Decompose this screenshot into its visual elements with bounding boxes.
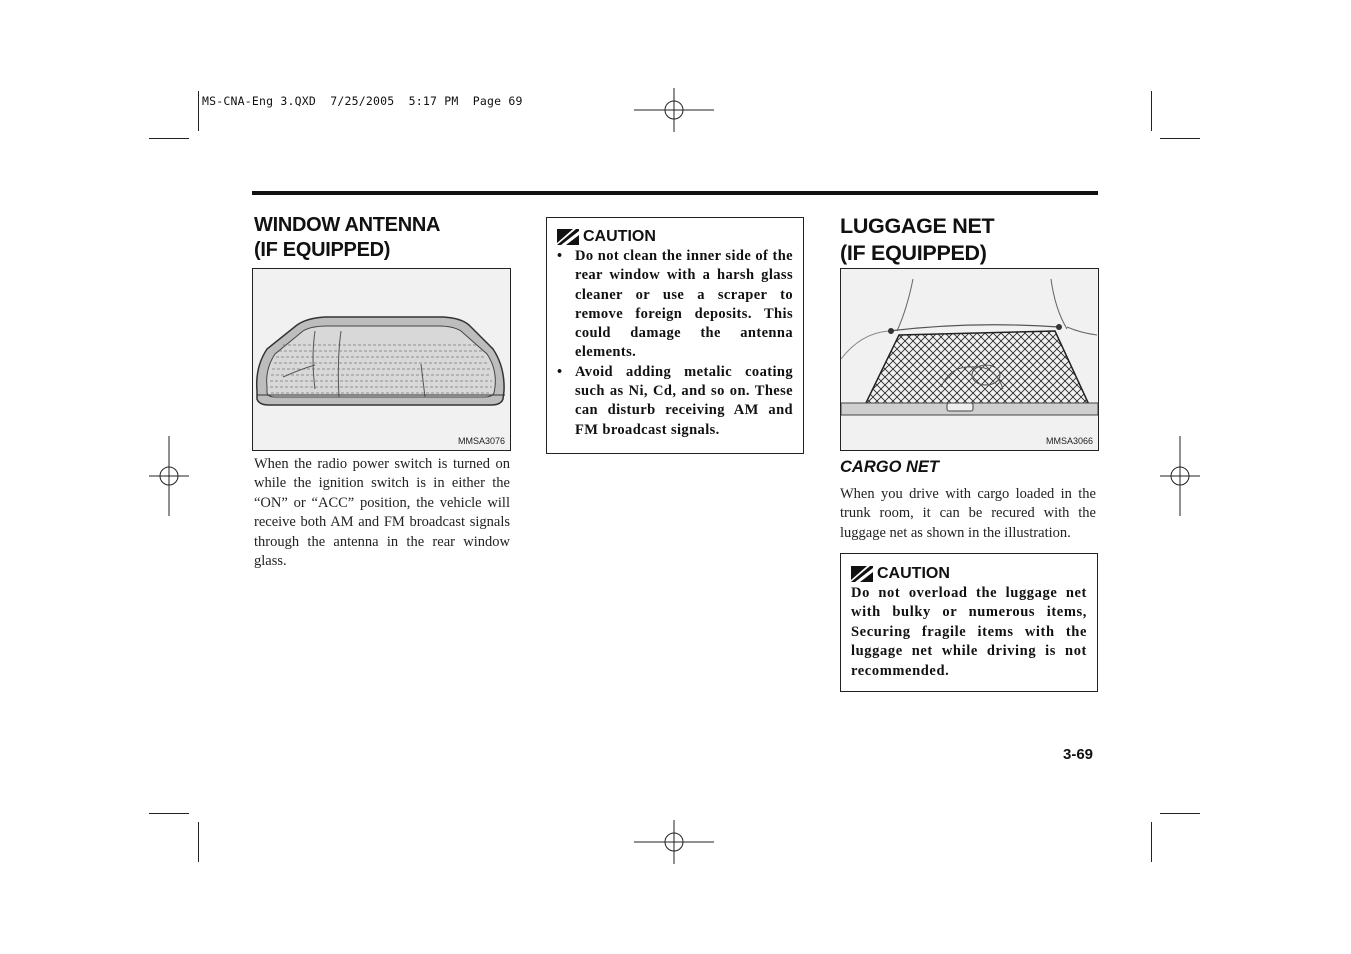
page-number: 3-69 xyxy=(1063,746,1094,763)
print-slug: MS-CNA-Eng 3.QXD 7/25/2005 5:17 PM Page 69 xyxy=(202,94,523,108)
heading-line: (IF EQUIPPED) xyxy=(254,239,391,261)
rear-window-illustration xyxy=(253,269,510,450)
caution-header xyxy=(851,565,1087,583)
caution-item-text: Do not clean the inner side of the rear window with a harsh glass cleaner or use a scraper to remove foreign deposits. This could damage the antenna elements. xyxy=(575,248,793,361)
caution-title: CAUTION xyxy=(877,565,950,582)
caution-icon xyxy=(851,566,873,582)
cargo-net-description: When you drive with cargo loaded in the trunk room, it can be recured with the luggage net as shown in the illustration. xyxy=(840,486,1096,541)
figure-code: MMSA3076 xyxy=(457,436,505,446)
caution-list xyxy=(557,247,793,440)
window-antenna-figure xyxy=(252,268,511,451)
luggage-net-heading xyxy=(840,213,994,267)
window-antenna-description: When the radio power switch is turned on while the ignition switch is in either the “ON” or “ACC” position, the vehicle will receive both AM and FM broadcast signals through the antenna in the rear window glass. xyxy=(254,456,510,570)
caution-item-text: Avoid adding metalic coating such as Ni, Cd, and so on. These can disturb receiving AM and FM broadcast signals. xyxy=(575,363,793,438)
caution-item xyxy=(557,363,793,440)
luggage-net-figure xyxy=(840,268,1099,451)
heading-line: WINDOW ANTENNA xyxy=(254,214,441,236)
caution-header xyxy=(557,228,793,246)
registration-mark-icon xyxy=(634,70,714,150)
caution-text: Do not overload the luggage net with bulky or numerous items, Securing fragile items with the luggage net while driving is not recommended. xyxy=(851,585,1087,679)
registration-mark-icon xyxy=(129,436,209,516)
caution-title: CAUTION xyxy=(583,228,656,245)
cargo-net-illustration xyxy=(841,269,1098,450)
heading-line: LUGGAGE NET xyxy=(840,214,995,238)
cargo-net-subheading: CARGO NET xyxy=(840,458,939,476)
registration-mark-icon xyxy=(634,802,714,882)
header-rule xyxy=(252,191,1098,195)
antenna-caution-box xyxy=(546,217,804,454)
heading-line: (IF EQUIPPED) xyxy=(840,241,987,265)
window-antenna-heading xyxy=(254,213,440,263)
bullet: • xyxy=(557,248,563,264)
registration-mark-icon xyxy=(1140,436,1220,516)
bullet: • xyxy=(557,363,563,380)
figure-code: MMSA3066 xyxy=(1045,436,1093,446)
caution-item xyxy=(557,247,793,363)
luggage-net-caution-box xyxy=(840,553,1098,692)
caution-icon xyxy=(557,229,579,245)
